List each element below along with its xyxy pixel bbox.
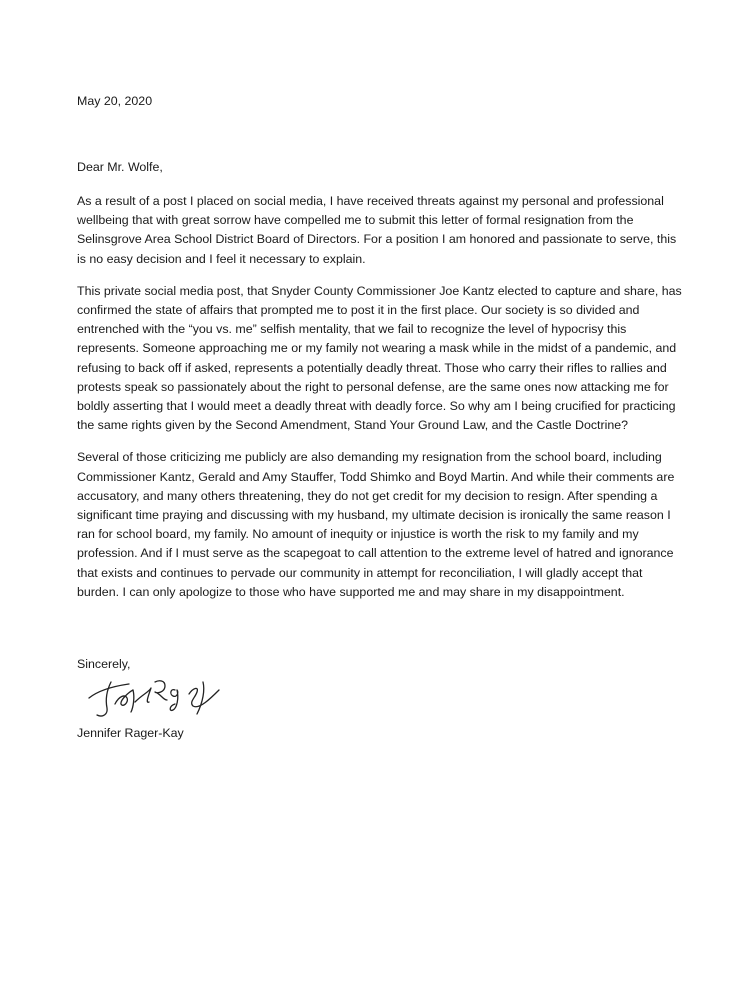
handwritten-signature [85,668,235,724]
body-paragraph-1: As a result of a post I placed on social media, I have received threats against my personal and professional wellbeing that with great sorrow have compelled me to submit this letter of formal resignation from the Selinsgrove Area School District Board of Directors. For a position I am honored and passionate to serve, this is no easy decision and I feel it necessary to explain. [77,194,677,266]
letter-date: May 20, 2020 [77,94,153,108]
letter-body [77,192,682,615]
body-paragraph-2: This private social media post, that Snyder County Commissioner Joe Kantz elected to capture and share, has confirmed the state of affairs that prompted me to post it in the first place. Our society is so divided and entrenched with the “you vs. me” selfish mentality, that we fail to recognize the level of hypocrisy this represents. Someone approaching me or my family not wearing a mask while in the midst of a pandemic, and refusing to back off if asked, represents a potentially deadly threat. Those who carry their rifles to rallies and protests speak so passionately about the right to personal defense, are the same ones now attacking me for boldly asserting that I would meet a deadly threat with deadly force. So why am I being crucified for practicing the same rights given by the Second Amendment, Stand Your Ground Law, and the Castle Doctrine? [77,283,682,433]
closing: Sincerely, [77,657,131,671]
salutation: Dear Mr. Wolfe, [77,160,163,174]
signer-name: Jennifer Rager-Kay [77,726,184,740]
body-paragraph-3: Several of those criticizing me publicly are also demanding my resignation from the school board, including Commissioner Kantz, Gerald and Amy Stauffer, Todd Shimko and Boyd Martin. And while their comments are accusatory, and many others threatening, they do not get credit for my decision to resign. After spending a significant time praying and discussing with my husband, my ultimate decision is ironically the same reason I ran for school board, my family. No amount of inequity or injustice is worth the risk to my family and my profession. And if I must serve as the scapegoat to call attention to the extreme level of hatred and ignorance that exists and continues to pervade our community in attempt for reconciliation, I will gladly accept that burden. I can only apologize to those who have supported me and may share in my disappointment. [77,450,675,599]
